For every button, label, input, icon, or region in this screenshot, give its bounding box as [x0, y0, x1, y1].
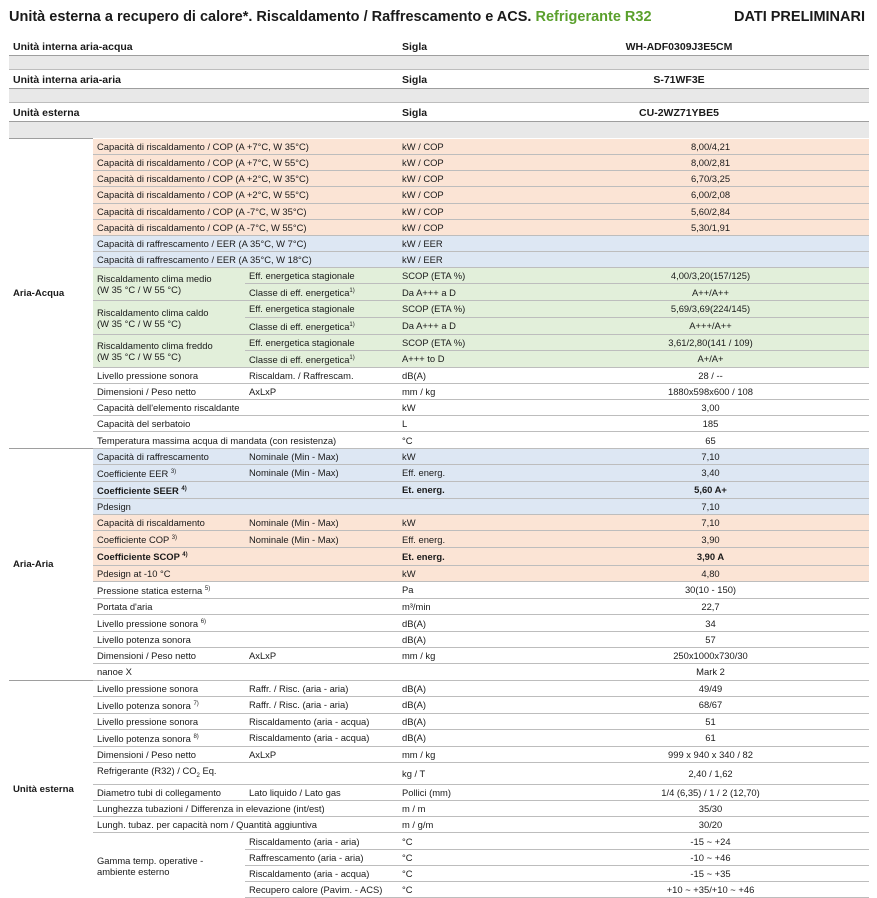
table-cell: Dimensioni / Peso netto — [93, 384, 245, 400]
cell-text: Livello pressione sonora — [97, 618, 199, 630]
table-cell: +10 ~ +35/+10 ~ +46 — [552, 881, 869, 897]
table-cell: Nominale (Min - Max) — [245, 448, 398, 464]
cell-text: Refrigerante (R32) / CO — [97, 765, 197, 777]
table-cell — [552, 235, 869, 251]
unit-label: Unità esterna — [13, 107, 80, 119]
table-cell: 4,00/3,20(157/125) — [552, 268, 869, 284]
cell-text: 4) — [181, 485, 187, 492]
table-cell: Lungh. tubaz. per capacità nom / Quantità aggiuntiva — [93, 817, 398, 833]
table-cell: Riscaldamento (aria - acqua) — [245, 865, 398, 881]
cell-text: Livello potenza sonora — [97, 699, 191, 711]
table-cell: Livello pressione sonora — [93, 680, 245, 696]
table-row — [9, 696, 869, 713]
table-cell: 3,00 — [552, 400, 869, 416]
table-cell: -10 ~ +46 — [552, 849, 869, 865]
table-cell: Nominale (Min - Max) — [245, 531, 398, 548]
table-cell: Lato liquido / Lato gas — [245, 785, 398, 801]
section-aria-acqua: Aria-Acqua — [9, 139, 93, 449]
table-cell: 6,00/2,08 — [552, 187, 869, 203]
table-cell: dB(A) — [398, 713, 552, 729]
table-cell — [93, 763, 398, 785]
cell-text: Coefficiente COP — [97, 534, 170, 546]
table-cell: SCOP (ETA %) — [398, 334, 552, 350]
table-row — [9, 680, 869, 696]
table-cell: 6,70/3,25 — [552, 171, 869, 187]
cell-text: Coefficiente EER — [97, 467, 169, 479]
table-cell: Capacità di riscaldamento / COP (A +2°C, W 55°C) — [93, 187, 398, 203]
table-row — [9, 268, 869, 284]
table-cell: kW / COP — [398, 187, 552, 203]
table-cell: Pdesign at -10 °C — [93, 565, 398, 581]
table-cell: Riscaldam. / Raffrescam. — [245, 367, 398, 383]
table-cell: Riscaldamento (aria - aria) — [245, 833, 398, 849]
table-cell: m / m — [398, 801, 552, 817]
table-row — [9, 565, 869, 581]
cell-text: 3) — [170, 468, 177, 475]
table-cell: 49/49 — [552, 680, 869, 696]
cell-text: 1) — [349, 288, 355, 295]
table-cell: Riscaldamento (aria - acqua) — [245, 713, 398, 729]
table-cell: kW — [398, 565, 552, 581]
table-cell — [93, 548, 398, 565]
table-cell: SCOP (ETA %) — [398, 301, 552, 317]
table-row — [9, 515, 869, 531]
unit-model: CU-2WZ71YBE5 — [639, 107, 719, 119]
unit-sigla: Sigla — [402, 41, 428, 53]
cell-text: 1) — [349, 354, 355, 361]
table-cell: Raffr. / Risc. (aria - aria) — [245, 680, 398, 696]
table-cell: Pa — [398, 581, 552, 598]
unit-sigla: Sigla — [402, 107, 428, 119]
table-cell: Et. energ. — [398, 548, 552, 565]
table-cell: mm / kg — [398, 648, 552, 664]
table-cell: 3,90 A — [552, 548, 869, 565]
table-cell: 28 / -- — [552, 367, 869, 383]
table-row — [9, 499, 869, 515]
table-cell: kW / COP — [398, 203, 552, 219]
table-row — [9, 367, 869, 383]
table-cell: 250x1000x730/30 — [552, 648, 869, 664]
table-cell: dB(A) — [398, 367, 552, 383]
table-cell: 4,80 — [552, 565, 869, 581]
table-cell: kg / T — [398, 763, 552, 785]
cell-text: 1) — [349, 321, 355, 328]
table-cell: Capacità di raffrescamento / EER (A 35°C, W 7°C) — [93, 235, 398, 251]
unit-sigla: Sigla — [402, 74, 428, 86]
table-cell: mm / kg — [398, 747, 552, 763]
table-cell: kW / EER — [398, 251, 552, 267]
table-row — [9, 614, 869, 631]
table-cell: °C — [398, 432, 552, 448]
clima-freddo-label — [93, 334, 245, 367]
cell-text: (W 35 °C / W 55 °C) — [97, 350, 182, 362]
table-row — [9, 581, 869, 598]
table-row — [9, 251, 869, 267]
table-row — [9, 400, 869, 416]
table-cell — [245, 350, 398, 367]
table-cell — [245, 317, 398, 334]
table-cell — [398, 499, 552, 515]
table-row — [9, 334, 869, 350]
cell-text: Classe di eff. energetica — [249, 320, 350, 332]
table-cell: 7,10 — [552, 515, 869, 531]
table-cell: 61 — [552, 729, 869, 746]
table-row — [9, 817, 869, 833]
table-cell: Capacità di riscaldamento / COP (A +7°C, W 55°C) — [93, 155, 398, 171]
spec-table — [9, 138, 869, 898]
table-cell: Capacità di riscaldamento / COP (A -7°C, W 35°C) — [93, 203, 398, 219]
clima-caldo-label — [93, 301, 245, 334]
cell-text: Pressione statica esterna — [97, 584, 203, 596]
table-cell: Raffrescamento (aria - aria) — [245, 849, 398, 865]
cell-text: Riscaldamento clima medio — [97, 273, 212, 285]
table-row — [9, 648, 869, 664]
table-row — [9, 598, 869, 614]
table-cell: kW — [398, 400, 552, 416]
table-cell: dB(A) — [398, 680, 552, 696]
table-row — [9, 763, 869, 785]
table-cell: kW / COP — [398, 219, 552, 235]
table-cell — [93, 581, 398, 598]
table-cell: Nominale (Min - Max) — [245, 464, 398, 481]
table-cell: 34 — [552, 614, 869, 631]
table-cell: L — [398, 416, 552, 432]
unit-row-aria-acqua — [9, 39, 869, 55]
table-cell: Dimensioni / Peso netto — [93, 648, 245, 664]
table-cell: 5,60 A+ — [552, 481, 869, 498]
table-cell — [93, 481, 398, 498]
table-cell: Eff. energ. — [398, 464, 552, 481]
table-row — [9, 416, 869, 432]
table-cell: AxLxP — [245, 384, 398, 400]
cell-text: 3) — [171, 535, 178, 542]
table-cell: 30(10 - 150) — [552, 581, 869, 598]
table-row — [9, 187, 869, 203]
table-cell — [398, 664, 552, 680]
table-cell: Portata d'aria — [93, 598, 398, 614]
table-cell: Eff. energ. — [398, 531, 552, 548]
cell-text: Gamma temp. operative - — [97, 854, 204, 866]
table-cell — [93, 464, 245, 481]
table-row — [9, 833, 869, 849]
table-cell: Eff. energetica stagionale — [245, 268, 398, 284]
table-cell: SCOP (ETA %) — [398, 268, 552, 284]
table-row — [9, 155, 869, 171]
table-cell: Diametro tubi di collegamento — [93, 785, 245, 801]
cell-text: (W 35 °C / W 55 °C) — [97, 284, 182, 296]
table-cell: Capacità dell'elemento riscaldante — [93, 400, 398, 416]
unit-label: Unità interna aria-aria — [13, 74, 121, 86]
table-cell: °C — [398, 881, 552, 897]
table-cell: 35/30 — [552, 801, 869, 817]
table-cell — [93, 696, 245, 713]
table-cell: 2,40 / 1,62 — [552, 763, 869, 785]
table-cell — [93, 729, 245, 746]
table-cell — [93, 531, 245, 548]
table-cell: A+++/A++ — [552, 317, 869, 334]
table-cell: Dimensioni / Peso netto — [93, 747, 245, 763]
table-cell: Capacità di riscaldamento / COP (A +2°C, W 35°C) — [93, 171, 398, 187]
table-cell: Capacità del serbatoio — [93, 416, 398, 432]
table-cell: 8,00/4,21 — [552, 139, 869, 155]
table-cell: 8,00/2,81 — [552, 155, 869, 171]
table-cell: kW / COP — [398, 155, 552, 171]
table-row — [9, 219, 869, 235]
section-esterna: Unità esterna — [9, 680, 93, 898]
table-cell: kW / EER — [398, 235, 552, 251]
table-cell: 68/67 — [552, 696, 869, 713]
table-cell: Nominale (Min - Max) — [245, 515, 398, 531]
table-cell: Eff. energetica stagionale — [245, 334, 398, 350]
table-cell: 51 — [552, 713, 869, 729]
table-row — [9, 432, 869, 448]
unit-row-aria-aria — [9, 72, 869, 88]
table-cell: dB(A) — [398, 614, 552, 631]
table-cell: Capacità di raffrescamento — [93, 448, 245, 464]
table-cell: Raffr. / Risc. (aria - aria) — [245, 696, 398, 713]
table-row — [9, 747, 869, 763]
table-cell: Temperatura massima acqua di mandata (con resistenza) — [93, 432, 398, 448]
cell-text: Coefficiente SEER — [97, 485, 179, 497]
table-cell: Eff. energetica stagionale — [245, 301, 398, 317]
table-cell: -15 ~ +24 — [552, 833, 869, 849]
unit-spacer — [9, 55, 869, 70]
table-cell: 65 — [552, 432, 869, 448]
table-cell: 3,40 — [552, 464, 869, 481]
table-cell: dB(A) — [398, 696, 552, 713]
cell-text: Livello potenza sonora — [97, 733, 191, 745]
unit-spacer — [9, 121, 869, 138]
table-cell: 185 — [552, 416, 869, 432]
table-row — [9, 729, 869, 746]
table-cell: dB(A) — [398, 729, 552, 746]
section-aria-aria: Aria-Aria — [9, 448, 93, 680]
table-cell: °C — [398, 833, 552, 849]
table-row — [9, 801, 869, 817]
unit-model: WH-ADF0309J3E5CM — [625, 41, 733, 53]
table-cell: Riscaldamento (aria - acqua) — [245, 729, 398, 746]
table-cell: °C — [398, 865, 552, 881]
table-cell: Livello pressione sonora — [93, 713, 245, 729]
table-row — [9, 203, 869, 219]
table-cell: AxLxP — [245, 648, 398, 664]
table-cell: 999 x 940 x 340 / 82 — [552, 747, 869, 763]
table-row — [9, 785, 869, 801]
cell-text: 8) — [193, 733, 199, 740]
table-cell: Recupero calore (Pavim. - ACS) — [245, 881, 398, 897]
table-cell: Da A+++ a D — [398, 284, 552, 301]
table-cell: Et. energ. — [398, 481, 552, 498]
table-cell: Da A+++ a D — [398, 317, 552, 334]
table-cell: 22,7 — [552, 598, 869, 614]
table-cell: A+++ to D — [398, 350, 552, 367]
table-cell: Capacità di riscaldamento / COP (A +7°C, W 35°C) — [93, 139, 398, 155]
table-cell: 1/4 (6,35) / 1 / 2 (12,70) — [552, 785, 869, 801]
table-cell: 30/20 — [552, 817, 869, 833]
table-cell: 1880x598x600 / 108 — [552, 384, 869, 400]
table-row — [9, 531, 869, 548]
table-cell: A++/A++ — [552, 284, 869, 301]
table-row — [9, 664, 869, 680]
unit-spacer — [9, 88, 869, 103]
table-cell: 5,69/3,69(224/145) — [552, 301, 869, 317]
title-text: Unità esterna a recupero di calore*. Riscaldamento / Raffrescamento e ACS. — [9, 9, 532, 25]
cell-text: (W 35 °C / W 55 °C) — [97, 317, 182, 329]
table-cell: 7,10 — [552, 499, 869, 515]
table-row — [9, 171, 869, 187]
refrigerant-label: Refrigerante R32 — [535, 9, 652, 25]
cell-text: 5) — [204, 585, 211, 592]
table-cell: 3,90 — [552, 531, 869, 548]
cell-text: Riscaldamento clima caldo — [97, 306, 209, 318]
table-cell: Lunghezza tubazioni / Differenza in elevazione (int/est) — [93, 801, 398, 817]
table-cell: 5,60/2,84 — [552, 203, 869, 219]
cell-text: 4) — [182, 552, 188, 559]
table-cell: Livello potenza sonora — [93, 632, 398, 648]
table-row — [9, 384, 869, 400]
table-cell: 7,10 — [552, 448, 869, 464]
table-cell: 57 — [552, 632, 869, 648]
table-cell: Livello pressione sonora — [93, 367, 245, 383]
table-row — [9, 632, 869, 648]
table-row — [9, 139, 869, 155]
table-cell: m / g/m — [398, 817, 552, 833]
table-cell: °C — [398, 849, 552, 865]
cell-text: Coefficiente SCOP — [97, 551, 180, 563]
table-cell: kW / COP — [398, 171, 552, 187]
table-cell — [93, 614, 398, 631]
cell-text: Classe di eff. energetica — [249, 287, 350, 299]
table-row — [9, 548, 869, 565]
table-row — [9, 464, 869, 481]
table-cell: m³/min — [398, 598, 552, 614]
table-cell: AxLxP — [245, 747, 398, 763]
table-cell: Capacità di riscaldamento — [93, 515, 245, 531]
unit-model: S-71WF3E — [653, 74, 705, 86]
unit-label: Unità interna aria-acqua — [13, 41, 133, 53]
page-title — [9, 9, 869, 35]
cell-text: 7) — [193, 700, 199, 707]
table-row — [9, 235, 869, 251]
cell-text: ambiente esterno — [97, 865, 170, 877]
table-cell — [245, 284, 398, 301]
cell-text: Eq. — [199, 765, 217, 777]
table-cell — [552, 251, 869, 267]
table-row — [9, 481, 869, 498]
table-cell: dB(A) — [398, 632, 552, 648]
table-cell: 5,30/1,91 — [552, 219, 869, 235]
cell-text: 6) — [200, 618, 207, 625]
table-cell: mm / kg — [398, 384, 552, 400]
table-row — [9, 448, 869, 464]
cell-text: 2 — [196, 773, 200, 780]
table-cell: Capacità di raffrescamento / EER (A 35°C, W 18°C) — [93, 251, 398, 267]
table-cell: kW — [398, 515, 552, 531]
table-cell: Mark 2 — [552, 664, 869, 680]
table-cell: nanoe X — [93, 664, 398, 680]
table-row — [9, 713, 869, 729]
cell-text: Riscaldamento clima freddo — [97, 339, 213, 351]
table-cell: Pdesign — [93, 499, 398, 515]
table-cell: kW / COP — [398, 139, 552, 155]
table-row — [9, 301, 869, 317]
unit-row-esterna — [9, 105, 869, 121]
table-cell: A+/A+ — [552, 350, 869, 367]
preliminary-label: DATI PRELIMINARI — [733, 9, 865, 25]
table-cell: Capacità di riscaldamento / COP (A -7°C, W 55°C) — [93, 219, 398, 235]
cell-text: Classe di eff. energetica — [249, 353, 350, 365]
table-cell: 3,61/2,80(141 / 109) — [552, 334, 869, 350]
table-cell: -15 ~ +35 — [552, 865, 869, 881]
gamma-label — [93, 833, 245, 898]
clima-medio-label — [93, 268, 245, 301]
table-cell: Pollici (mm) — [398, 785, 552, 801]
table-cell: kW — [398, 448, 552, 464]
